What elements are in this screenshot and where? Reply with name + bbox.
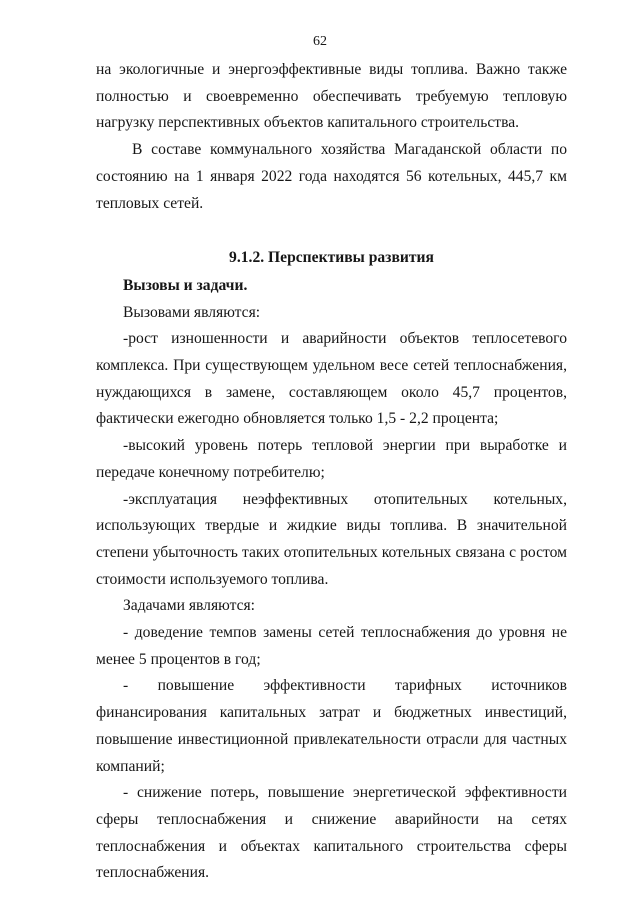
paragraph-continuation: на экологичные и энергоэффективные виды топлива. Важно также полностью и своевременно обеспечивать требуемую тепловую нагрузку перспективных объектов капитального строительства. (96, 61, 567, 132)
page-body (96, 57, 567, 887)
page-number: 62 (313, 34, 327, 49)
challenge-item: -рост изношенности и аварийности объектов теплосетевого комплекса. При существующем удельном весе сетей теплоснабжения, нуждающихся в замене, составляющем около 45,7 процентов, фактически ежегодно обновляется только 1,5 - 2,2 процента; (96, 330, 567, 428)
task-item: - повышение эффективности тарифных источников финансирования капитальных затрат и бюджетных инвестиций, повышение инвестиционной привлекательности отрасли для частных компаний; (96, 677, 567, 775)
challenge-item: -высокий уровень потерь тепловой энергии при выработке и передаче конечному потребителю; (96, 437, 567, 481)
section-title: 9.1.2. Перспективы развития (229, 249, 434, 267)
challenges-intro: Вызовами являются: (123, 303, 261, 321)
task-item: - снижение потерь, повышение энергетической эффективности сферы теплоснабжения и снижение аварийности на сетях теплоснабжения и объектах капитального строительства сферы теплоснабжения. (96, 784, 567, 882)
subheading-challenges-tasks: Вызовы и задачи. (123, 276, 248, 294)
paragraph-communal-stats: В составе коммунального хозяйства Магаданской области по состоянию на 1 января 2022 года находятся 56 котельных, 445,7 км тепловых сетей. (96, 141, 567, 212)
task-item: - доведение темпов замены сетей теплоснабжения до уровня не менее 5 процентов в год; (96, 624, 567, 668)
challenge-item: -эксплуатация неэффективных отопительных котельных, использующих твердые и жидкие виды топлива. В значительной степени убыточность таких отопительных котельных связана с ростом стоимости используемого топлива. (96, 490, 567, 588)
tasks-intro: Задачами являются: (123, 597, 255, 615)
